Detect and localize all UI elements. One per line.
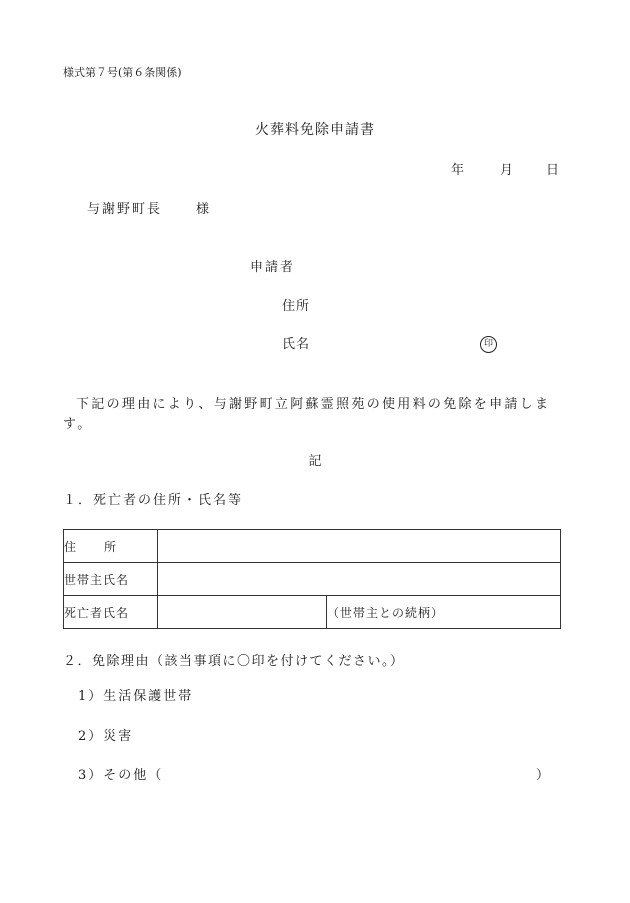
document-title: 火葬料免除申請書 bbox=[255, 122, 375, 138]
reason-item-disaster: 2）災害 bbox=[78, 729, 134, 744]
applicant-heading: 申請者 bbox=[250, 260, 296, 275]
application-statement: 下記の理由により、与謝野町立阿蘇霊照苑の使用料の免除を申請します。 bbox=[63, 397, 551, 432]
table-row bbox=[64, 596, 561, 629]
addressee-name: 与謝野町長 bbox=[87, 202, 163, 217]
applicant-name-label: 氏名 bbox=[282, 337, 311, 352]
date-year-label: 年 bbox=[451, 163, 465, 178]
table-row bbox=[64, 563, 561, 596]
seal-mark: 印 bbox=[480, 336, 497, 353]
table-row bbox=[64, 530, 561, 563]
section2-heading: ２．免除理由（該当事項に〇印を付けてください。） bbox=[63, 654, 405, 669]
householder-label-cell: 世帯主氏名 bbox=[64, 563, 158, 596]
applicant-address-label: 住所 bbox=[282, 299, 311, 314]
reason-other-paren-close: ） bbox=[536, 768, 550, 783]
deceased-label-cell: 死亡者氏名 bbox=[64, 596, 158, 629]
date-day-label: 日 bbox=[546, 163, 560, 178]
householder-input-cell[interactable] bbox=[158, 563, 561, 596]
addressee-suffix: 様 bbox=[196, 202, 210, 217]
reason-item-other: 3）その他（ bbox=[78, 768, 164, 783]
date-month-label: 月 bbox=[500, 163, 514, 178]
deceased-name-input-cell[interactable] bbox=[158, 596, 327, 629]
deceased-info-table bbox=[63, 529, 561, 629]
address-label-cell: 住所 bbox=[64, 530, 158, 563]
reason-item-welfare: 1）生活保護世帯 bbox=[78, 689, 194, 704]
address-input-cell[interactable] bbox=[158, 530, 561, 563]
section1-heading: １．死亡者の住所・氏名等 bbox=[63, 493, 244, 508]
form-number: 様式第７号(第６条関係) bbox=[63, 66, 182, 79]
ki-heading: 記 bbox=[308, 454, 322, 469]
relation-cell[interactable]: （世帯主との続柄） bbox=[327, 596, 561, 629]
